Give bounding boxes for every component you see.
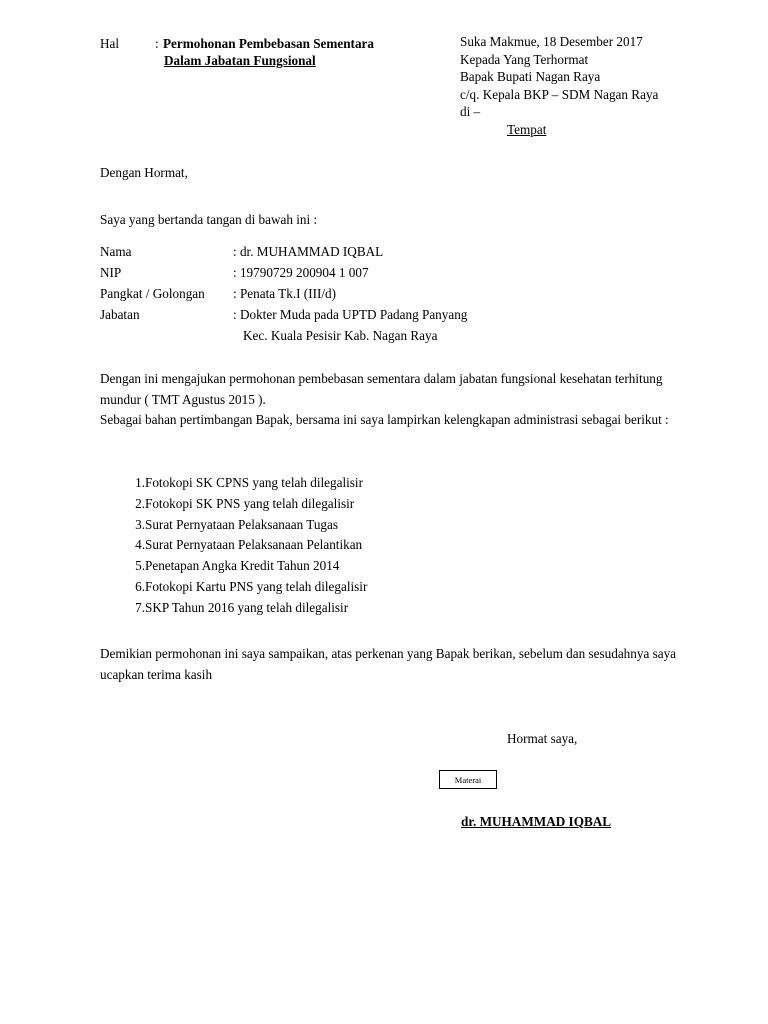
list-item-text: Fotokopi SK PNS yang telah dilegalisir — [145, 495, 355, 511]
recipient-line-5: Tempat — [507, 121, 547, 137]
list-item — [100, 556, 367, 577]
list-item-number: 6. — [135, 578, 145, 594]
list-item-number: 2. — [135, 495, 145, 511]
field-value-continuation: Kec. Kuala Pesisir Kab. Nagan Raya — [243, 328, 438, 343]
subject-line-1: Permohonan Pembebasan Sementara — [163, 36, 374, 51]
list-item-text: Fotokopi Kartu PNS yang telah dilegalisir — [145, 578, 368, 594]
body-paragraph-2: Sebagai bahan pertimbangan Bapak, bersama ini saya lampirkan kelengkapan administrasi sebagai berikut : — [100, 412, 669, 427]
field-value: : Dokter Muda pada UPTD Padang Panyang — [233, 307, 468, 322]
body-paragraph-1: Dengan ini mengajukan permohonan pembebasan sementara dalam jabatan fungsional kesehatan terhitung mundur ( TMT Agustus 2015 ). — [100, 371, 663, 407]
salutation: Dengan Hormat, — [100, 165, 188, 180]
regards-text: Hormat saya, — [507, 731, 578, 746]
field-row-pangkat — [100, 283, 467, 304]
list-item — [100, 473, 367, 494]
list-item-number: 5. — [135, 558, 145, 574]
recipient-line-3: c/q. Kepala BKP – SDM Nagan Raya — [460, 86, 659, 102]
closing-paragraph: Demikian permohonan ini saya sampaikan, atas perkenan yang Bapak berikan, sebelum dan sesudahnya saya ucapkan terima kasih — [100, 646, 677, 682]
recipient-line-1: Kepada Yang Terhormat — [460, 51, 589, 67]
field-value: : dr. MUHAMMAD IQBAL — [233, 244, 384, 259]
list-item-number: 7. — [135, 599, 145, 615]
list-item — [100, 494, 367, 515]
list-item-number: 4. — [135, 537, 145, 553]
identity-fields — [100, 241, 467, 346]
field-row-jabatan — [100, 304, 467, 325]
body-text — [100, 369, 700, 431]
list-item — [100, 515, 367, 536]
subject-label: Hal — [100, 36, 120, 51]
list-item-text: Fotokopi SK CPNS yang telah dilegalisir — [145, 475, 363, 490]
subject-colon: : — [155, 36, 159, 51]
field-row-nip — [100, 262, 467, 283]
list-item-text: Penetapan Angka Kredit Tahun 2014 — [145, 558, 340, 574]
list-item — [100, 598, 367, 619]
recipient-block — [460, 33, 658, 138]
field-label: NIP — [100, 265, 122, 280]
field-label: Jabatan — [100, 307, 140, 322]
field-row-jabatan-continuation — [100, 325, 467, 346]
subject-line-2: Dalam Jabatan Fungsional — [164, 53, 316, 68]
place-date: Suka Makmue, 18 Desember 2017 — [460, 34, 643, 49]
list-item — [100, 535, 367, 556]
field-value: : 19790729 200904 1 007 — [233, 265, 369, 280]
list-item-text: Surat Pernyataan Pelaksanaan Tugas — [145, 516, 339, 532]
field-label: Nama — [100, 244, 132, 259]
recipient-line-4: di – — [460, 104, 481, 119]
field-row-nama — [100, 241, 467, 262]
list-item-number: 1. — [135, 475, 145, 490]
field-value: : Penata Tk.I (III/d) — [233, 286, 337, 301]
attachment-list — [100, 473, 367, 619]
intro-text: Saya yang bertanda tangan di bawah ini : — [100, 212, 318, 227]
list-item-text: SKP Tahun 2016 yang telah dilegalisir — [145, 599, 349, 615]
recipient-line-2: Bapak Bupati Nagan Raya — [460, 69, 601, 84]
list-item — [100, 577, 367, 598]
materai-stamp-box: Materai — [439, 770, 497, 789]
signer-name: dr. MUHAMMAD IQBAL — [461, 814, 612, 829]
list-item-number: 3. — [135, 516, 145, 532]
field-label: Pangkat / Golongan — [100, 286, 205, 301]
list-item-text: Surat Pernyataan Pelaksanaan Pelantikan — [145, 537, 363, 553]
